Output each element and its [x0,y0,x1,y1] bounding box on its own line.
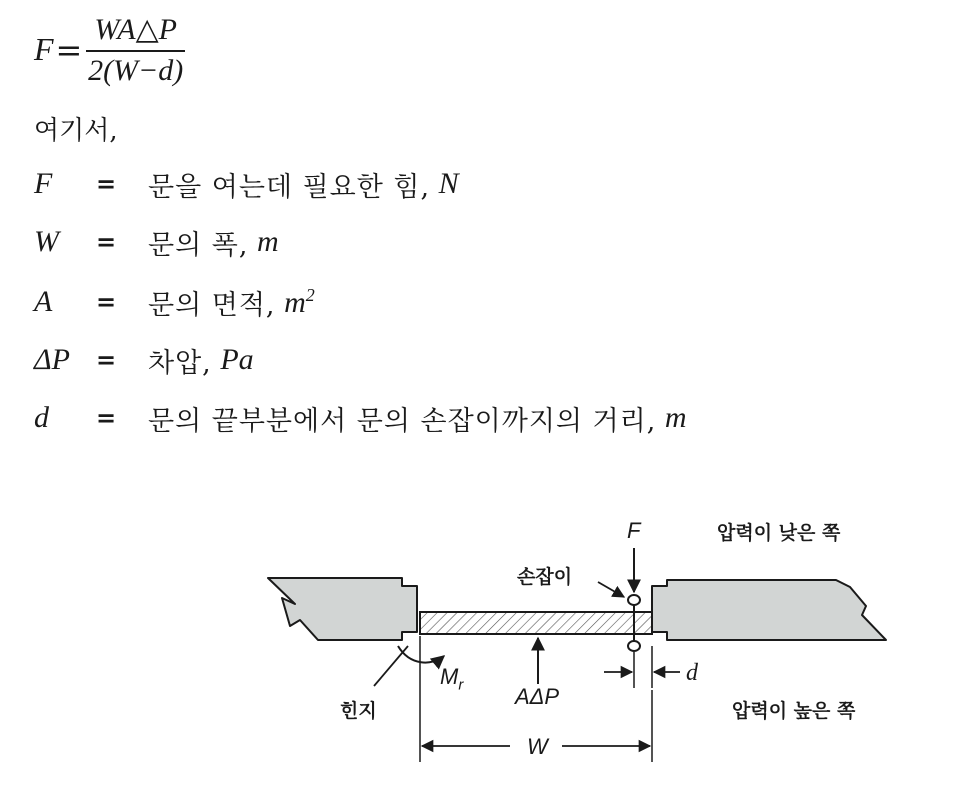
def-description: 차압, [148,347,212,379]
def-symbol: A [34,285,53,318]
def-description: 문의 폭, [148,229,249,261]
label-width: W [527,734,548,759]
door-panel [420,612,652,634]
def-symbol: F [34,167,53,200]
def-symbol: W [34,225,59,258]
handle-leader [598,582,624,597]
def-unit: m [664,401,687,434]
def-symbol: d [34,401,49,434]
hinge-leader [374,646,408,686]
formula-denominator: 2(W−d) [88,53,184,87]
label-force: F [627,518,641,543]
def-description: 문을 여는데 필요한 힘, [148,171,431,203]
label-handle: 손잡이 [517,566,573,588]
right-wall [652,580,886,640]
where-label: 여기서, [34,116,118,146]
formula-lhs: F [34,31,54,68]
label-pressure-force: AΔP [515,684,560,709]
def-equals: = [96,404,117,432]
formula-numerator: WA△P [94,13,177,46]
def-description: 문의 끝부분에서 문의 손잡이까지의 거리, [148,405,657,437]
left-wall [268,578,417,640]
def-unit: Pa [220,343,254,376]
label-moment-sub: r [458,676,464,694]
def-equals: = [96,228,117,256]
formula-equals: = [55,30,83,69]
def-description: 문의 면적, [148,289,276,321]
def-unit: N [438,167,459,200]
def-unit-exponent: 2 [305,284,315,305]
label-low-pressure-side: 압력이 낮은 쪽 [717,522,841,544]
label-hinge: 힌지 [340,700,377,722]
label-moment-base: M [440,664,459,689]
label-d: d [686,660,698,686]
label-high-pressure-side: 압력이 높은 쪽 [732,700,856,722]
def-equals: = [96,170,117,198]
def-equals: = [96,288,117,316]
def-unit: m [257,225,279,258]
def-unit-base: m [284,285,306,319]
label-moment [440,664,463,693]
def-equals: = [96,346,117,374]
def-symbol: ΔP [34,343,70,376]
